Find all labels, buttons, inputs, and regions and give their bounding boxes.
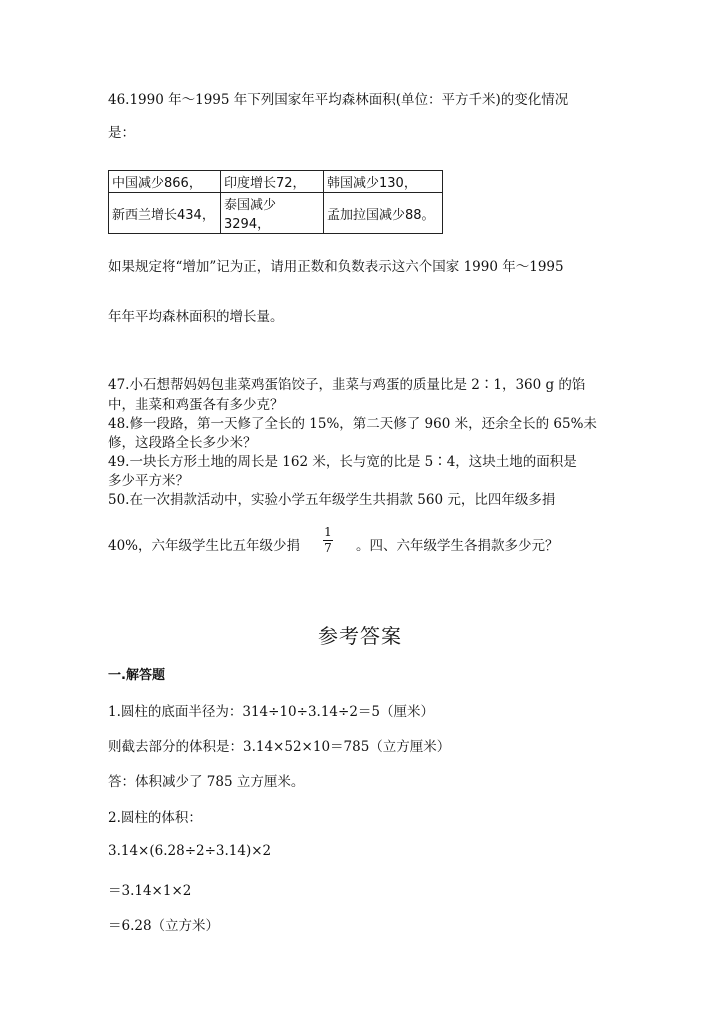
table-cell: 中国减少866， <box>109 171 221 193</box>
table-cell: 印度增长72， <box>221 171 324 193</box>
answer-line: 1.圆柱的底面半径为：314÷10÷3.14÷2＝5（厘米） <box>108 704 434 720</box>
answer-line: 答：体积减少了 785 立方厘米。 <box>108 774 305 790</box>
table-row <box>109 171 443 193</box>
q48-line1: 48.修一段路，第一天修了全长的 15%，第二天修了 960 米，还余全长的 65%未 <box>108 416 597 432</box>
q46-line2: 是： <box>108 125 135 141</box>
table-cell: 泰国减少3294， <box>221 193 324 234</box>
answer-line: 2.圆柱的体积： <box>108 810 202 826</box>
q46-line1: 46.1990 年～1995 年下列国家年平均森林面积(单位：平方千米)的变化情况 <box>108 92 569 108</box>
answer-line: 3.14×(6.28÷2÷3.14)×2 <box>108 843 272 859</box>
q46-line4: 年年平均森林面积的增长量。 <box>108 309 284 325</box>
q50-line2-before: 40%，六年级学生比五年级少捐 <box>108 538 301 554</box>
answer-line: ＝3.14×1×2 <box>108 883 192 899</box>
table-cell: 新西兰增长434， <box>109 193 221 234</box>
q48-line2: 修，这段路全长多少米？ <box>108 435 257 451</box>
table-cell: 韩国减少130， <box>324 171 443 193</box>
answers-title: 参考答案 <box>318 624 402 648</box>
answer-line: ＝6.28（立方米） <box>108 918 220 934</box>
fraction-one-seventh <box>323 526 333 555</box>
fraction-numerator: 1 <box>324 525 332 539</box>
table-cell: 孟加拉国减少88。 <box>324 193 443 234</box>
answers-section-heading: 一.解答题 <box>108 668 165 683</box>
answer-line: 则截去部分的体积是：3.14×52×10＝785（立方厘米） <box>108 739 451 755</box>
q46-line3: 如果规定将“增加”记为正，请用正数和负数表示这六个国家 1990 年～1995 <box>108 259 564 275</box>
q47-line2: 中，韭菜和鸡蛋各有多少克？ <box>108 397 284 413</box>
q49-line2: 多少平方米？ <box>108 473 189 489</box>
q50-line2-after: 。四、六年级学生各捐款多少元？ <box>356 538 559 554</box>
fraction-denominator: 7 <box>324 541 332 555</box>
forest-table <box>108 170 443 234</box>
q50-line1: 50.在一次捐款活动中，实验小学五年级学生共捐款 560 元，比四年级多捐 <box>108 492 556 508</box>
q47-line1: 47.小石想帮妈妈包韭菜鸡蛋馅饺子，韭菜与鸡蛋的质量比是 2∶1，360 g 的馅 <box>108 377 586 393</box>
q49-line1: 49.一块长方形土地的周长是 162 米，长与宽的比是 5∶4，这块土地的面积是 <box>108 454 577 470</box>
table-row <box>109 193 443 234</box>
